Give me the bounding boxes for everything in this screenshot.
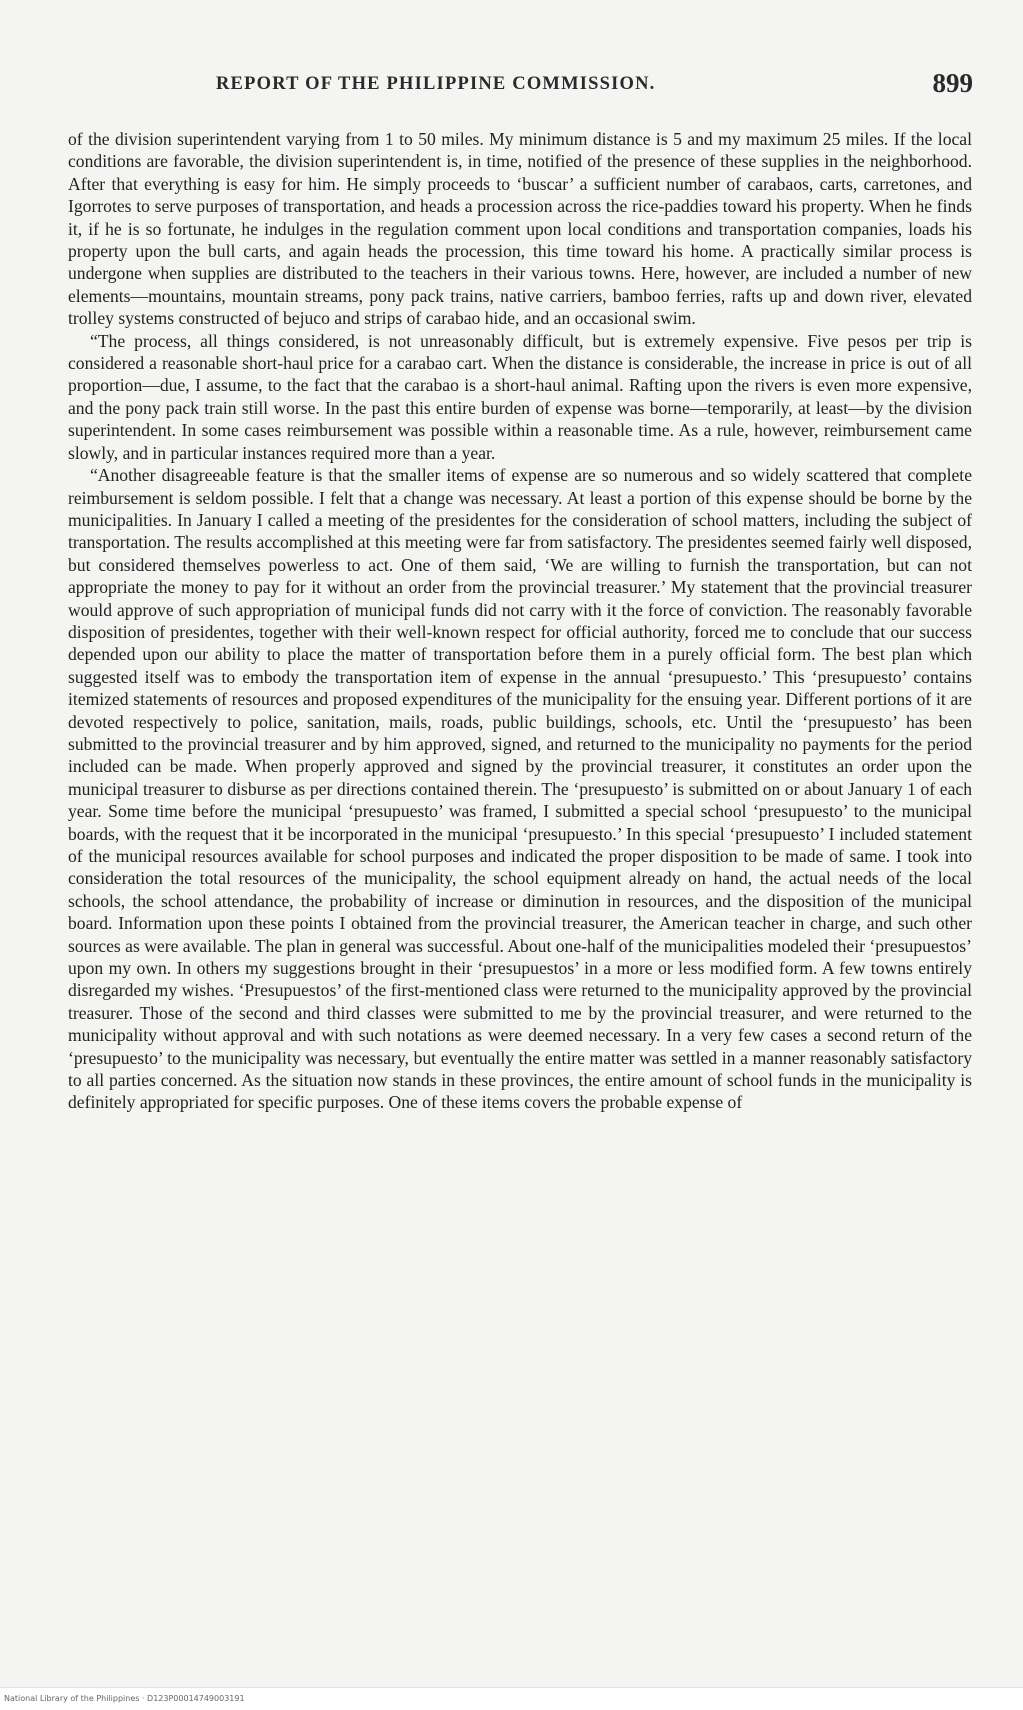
page-header	[64, 68, 973, 108]
running-head: REPORT OF THE PHILIPPINE COMMISSION.	[216, 74, 656, 94]
scan-credit: National Library of the Philippines · D123P00014749003191	[4, 1694, 245, 1703]
body-text	[68, 128, 972, 1114]
paragraph-3: “Another disagreeable feature is that the smaller items of expense are so numerous and so widely scattered that complete reimbursement is seldom possible. I felt that a change was necessary. At least a portion of this expense should be borne by the municipalities. In January I called a meeting of the presidentes for the consideration of school matters, including the subject of transportation. The results accomplished at this meeting were far from satisfactory. The presidentes seemed fairly well disposed, but considered themselves powerless to act. One of them said, ‘We are willing to furnish the transportation, but can not appropriate the money to pay for it without an order from the provincial treasurer.’ My statement that the provincial treasurer would approve of such appropriation of municipal funds did not carry with it the force of conviction. The reasonably favorable disposition of presidentes, together with their well-known respect for official authority, forced me to conclude that our success depended upon our ability to place the matter of transportation before them in a purely official form. The best plan which suggested itself was to embody the transportation item of expense in the annual ‘presupuesto.’ This ‘presupuesto’ contains itemized statements of resources and proposed expenditures of the municipality for the ensuing year. Different portions of it are devoted respectively to police, sanitation, mails, roads, public buildings, schools, etc. Until the ‘presupuesto’ has been submitted to the provincial treasurer and by him approved, signed, and returned to the municipality no payments for the period included can be made. When properly approved and signed by the provincial treasurer, it constitutes an order upon the municipal treasurer to disburse as per directions contained therein. The ‘presupuesto’ is submitted on or about January 1 of each year. Some time before the municipal ‘presupuesto’ was framed, I submitted a special school ‘presupuesto’ to the municipal boards, with the request that it be incorporated in the municipal ‘presupuesto.’ In this special ‘presupuesto’ I included statement of the municipal resources available for school purposes and indicated the proper disposition to be made of same. I took into consideration the total resources of the municipality, the school equipment already on hand, the actual needs of the local schools, the school attendance, the probability of increase or diminution in resources, and the disposition of the municipal board. Information upon these points I obtained from the provincial treasurer, the American teacher in charge, and such other sources as were available. The plan in general was successful. About one-half of the municipalities modeled their ‘presupuestos’ upon my own. In others my suggestions brought in their ‘presupuestos’ in a more or less modified form. A few towns entirely disregarded my wishes. ‘Presupuestos’ of the first-mentioned class were returned to the municipality approved by the provincial treasurer. Those of the second and third classes were submitted to me by the provincial treasurer, and were returned to the municipality without approval and with such notations as were deemed necessary. In a very few cases a second return of the ‘presupuesto’ to the municipality was necessary, but eventually the entire matter was settled in a manner reasonably satisfactory to all parties concerned. As the situation now stands in these provinces, the entire amount of school funds in the municipality is definitely appropriated for specific purposes. One of these items covers the probable expense of	[68, 465, 972, 1113]
scan-footer	[0, 1687, 1023, 1710]
page-number: 899	[932, 68, 973, 98]
paragraph-1: of the division superintendent varying from 1 to 50 miles. My minimum distance is 5 and my maximum 25 miles. If the local conditions are favorable, the division superintendent is, in time, notified of the presence of these supplies in the neighborhood. After that everything is easy for him. He simply proceeds to ‘buscar’ a sufficient number of carabaos, carts, carretones, and Igorrotes to serve purposes of transportation, and heads a procession across the rice-paddies toward his property. When he finds it, if he is so fortunate, he indulges in the regulation comment upon local conditions and transportation companies, loads his property upon the bull carts, and again heads the procession, this time toward his home. A practically similar process is undergone when supplies are distributed to the teachers in their various towns. Here, however, are included a number of new elements—mountains, mountain streams, pony pack trains, native carriers, bamboo ferries, rafts up and down river, elevated trolley systems constructed of bejuco and strips of carabao hide, and an occasional swim.	[68, 129, 972, 329]
paragraph-2: “The process, all things considered, is not unreasonably difficult, but is extremely expensive. Five pesos per trip is considered a reasonable short-haul price for a carabao cart. When the distance is considerable, the increase in price is out of all proportion—due, I assume, to the fact that the carabao is a short-haul animal. Rafting upon the rivers is even more expensive, and the pony pack train still worse. In the past this entire burden of expense was borne—temporarily, at least—by the division superintendent. In some cases reimbursement was possible within a reasonable time. As a rule, however, reimbursement came slowly, and in particular instances required more than a year.	[68, 330, 972, 463]
